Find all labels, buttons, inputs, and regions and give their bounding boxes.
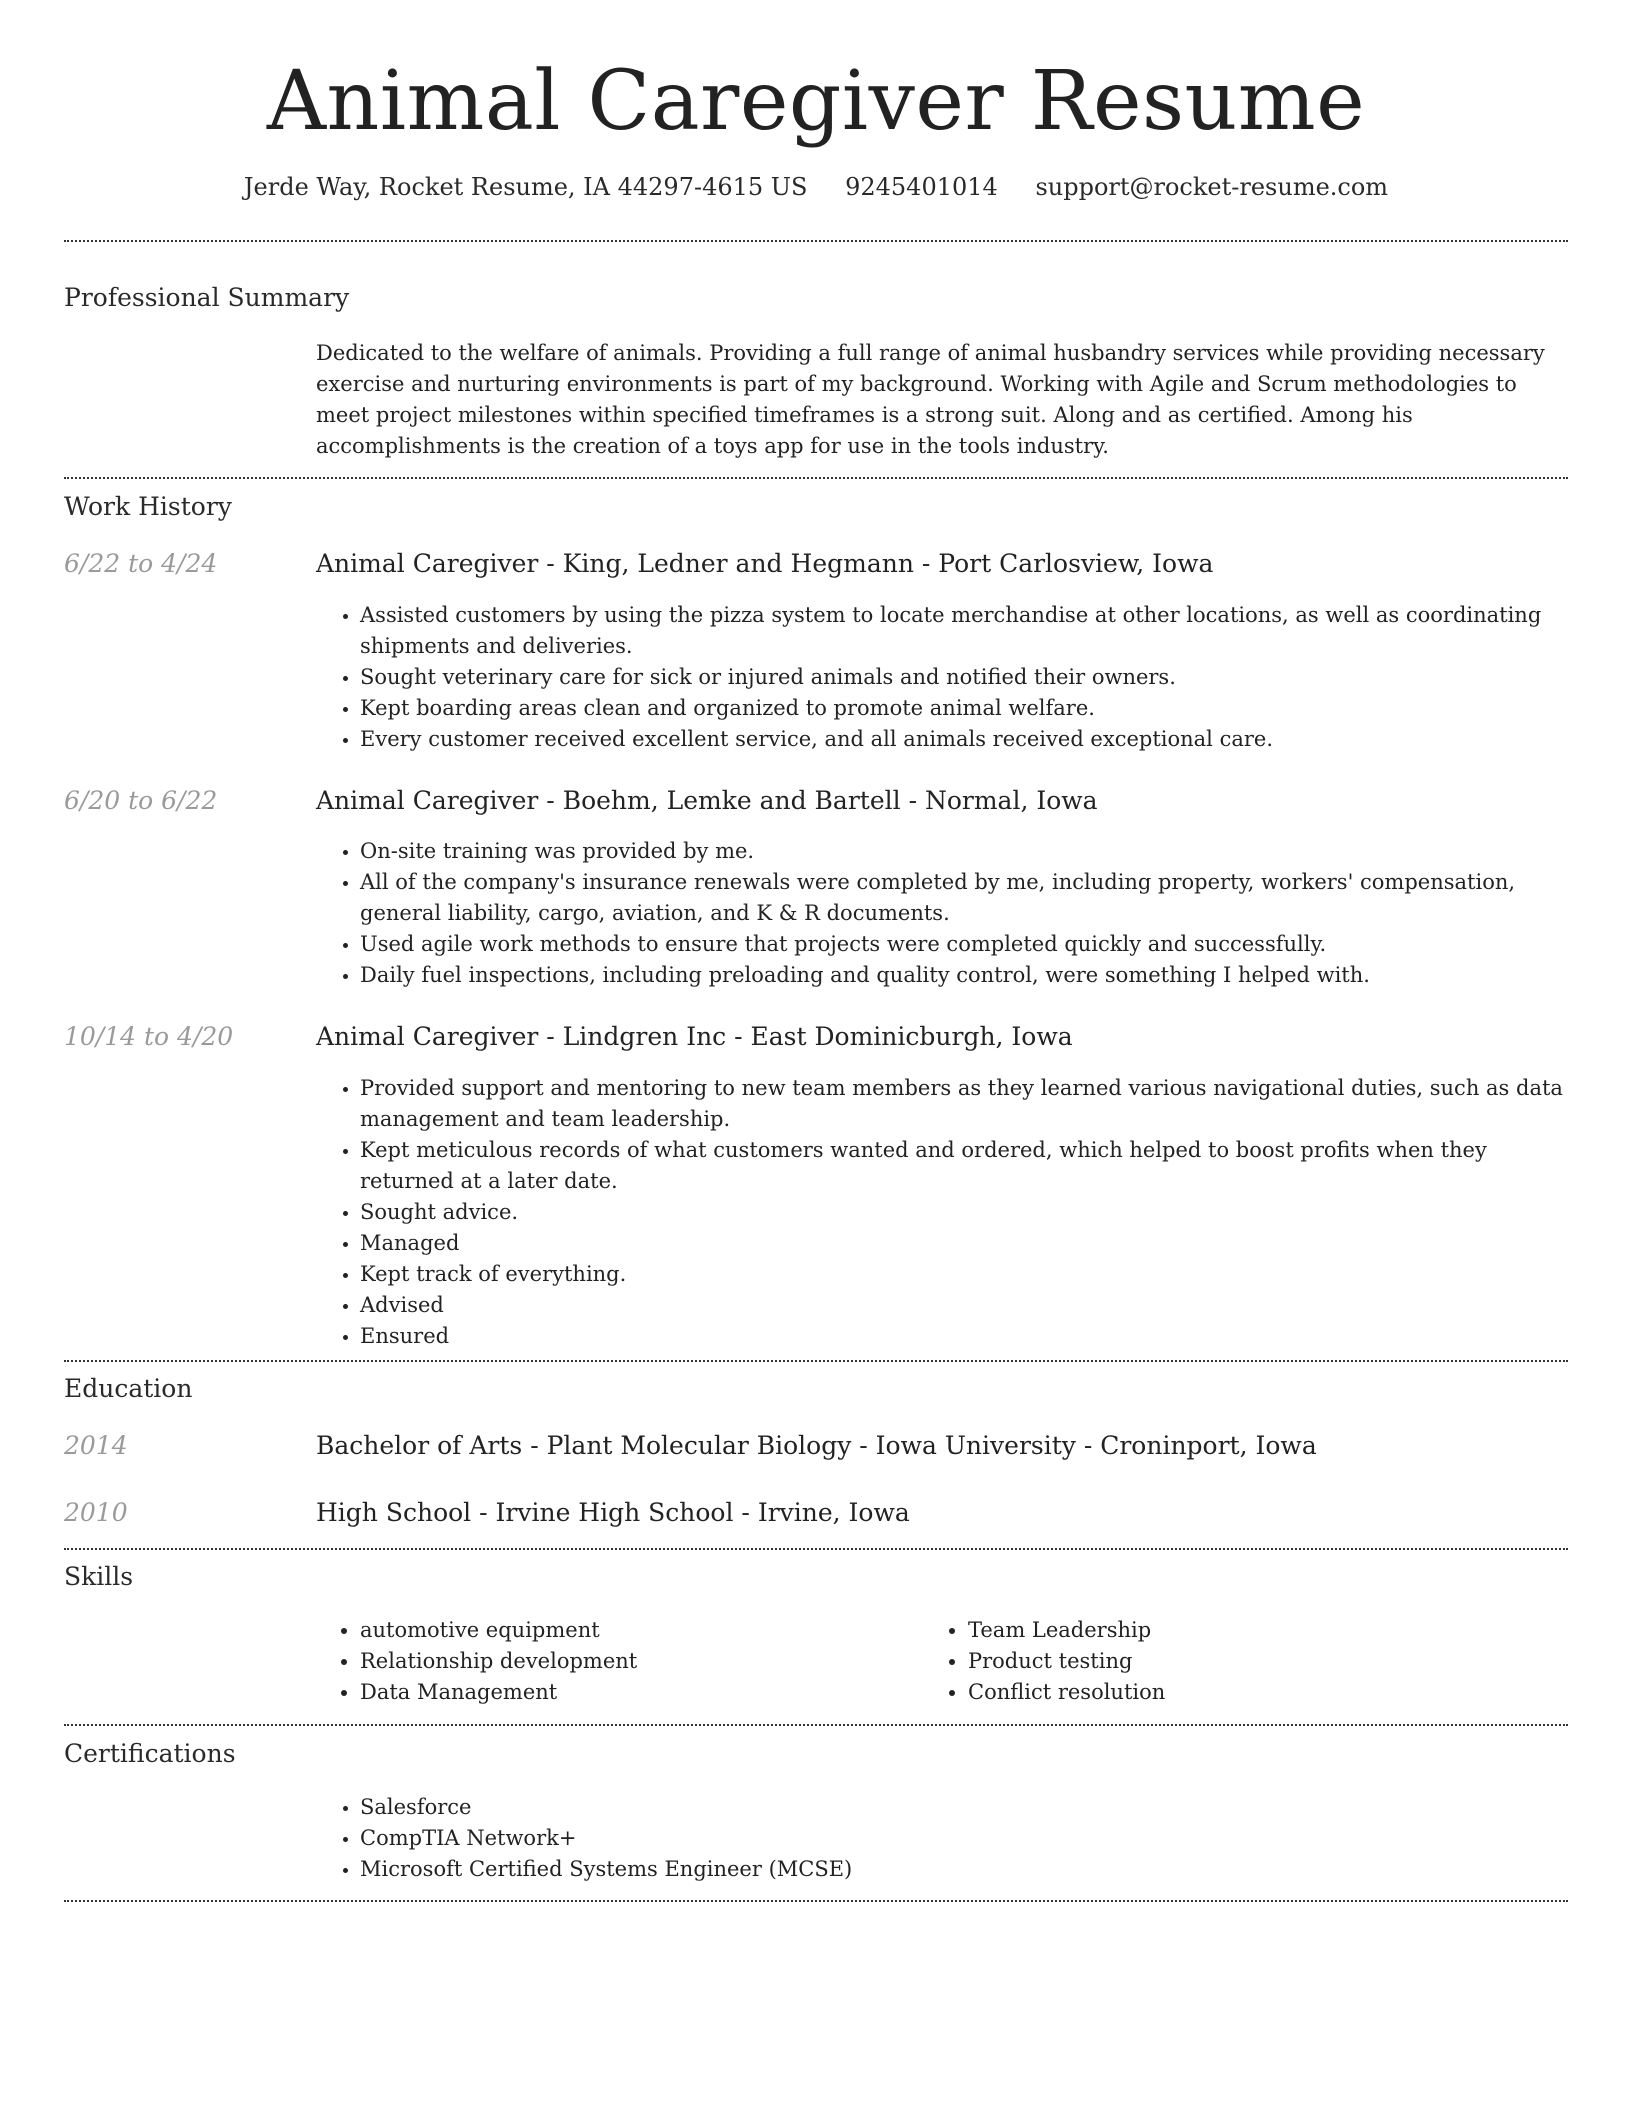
job-bullet-list bbox=[316, 600, 1570, 755]
skills-list-left bbox=[316, 1615, 920, 1708]
divider bbox=[64, 1900, 1568, 1902]
list-item: • All of the company's insurance renewals were completed by me, including property, workers' compensation, general liability, cargo, aviation, and K & R documents. bbox=[360, 867, 1570, 929]
job-title: Animal Caregiver - Lindgren Inc - East Dominicburgh, Iowa bbox=[316, 1022, 1073, 1051]
list-item: • Data Management bbox=[360, 1677, 920, 1708]
divider bbox=[64, 240, 1568, 242]
section-heading-certifications: Certifications bbox=[64, 1739, 236, 1768]
section-heading-work: Work History bbox=[64, 492, 232, 521]
job-bullet-list bbox=[316, 1073, 1570, 1352]
education-entry: Bachelor of Arts - Plant Molecular Biology - Iowa University - Croninport, Iowa bbox=[316, 1431, 1317, 1460]
divider bbox=[64, 1360, 1568, 1362]
certifications-list bbox=[316, 1792, 1570, 1885]
list-item: • Ensured bbox=[360, 1321, 1570, 1352]
summary-text: Dedicated to the welfare of animals. Providing a full range of animal husbandry services while providing necessary exercise and nurturing environments is part of my background. Working with Agile and Scrum methodologies to meet project milestones within specified timeframes is a strong suit. Along and as certified. Among his accomplishments is the creation of a toys app for use in the tools industry. bbox=[316, 341, 1545, 458]
education-year: 2010 bbox=[64, 1498, 128, 1527]
list-item: • Product testing bbox=[968, 1646, 1528, 1677]
job-bullet-list bbox=[316, 836, 1570, 991]
list-item: • Advised bbox=[360, 1290, 1570, 1321]
list-item: • Sought veterinary care for sick or injured animals and notified their owners. bbox=[360, 662, 1570, 693]
education-entry: High School - Irvine High School - Irvine, Iowa bbox=[316, 1498, 910, 1527]
job-title: Animal Caregiver - Boehm, Lemke and Bartell - Normal, Iowa bbox=[316, 786, 1098, 815]
list-item: • On-site training was provided by me. bbox=[360, 836, 1570, 867]
section-heading-education: Education bbox=[64, 1374, 193, 1403]
section-heading-skills: Skills bbox=[64, 1562, 134, 1591]
divider bbox=[64, 1548, 1568, 1550]
contact-phone: 9245401014 bbox=[845, 173, 998, 201]
contact-line bbox=[0, 170, 1632, 204]
list-item: • Provided support and mentoring to new team members as they learned various navigational duties, such as data management and team leadership. bbox=[360, 1073, 1570, 1135]
list-item: • Relationship development bbox=[360, 1646, 920, 1677]
list-item: • CompTIA Network+ bbox=[360, 1823, 1570, 1854]
divider bbox=[64, 1724, 1568, 1726]
skills-list-right bbox=[924, 1615, 1528, 1708]
list-item: • Kept boarding areas clean and organized to promote animal welfare. bbox=[360, 693, 1570, 724]
list-item: • Daily fuel inspections, including preloading and quality control, were something I helped with. bbox=[360, 960, 1570, 991]
job-title: Animal Caregiver - King, Ledner and Hegmann - Port Carlosview, Iowa bbox=[316, 549, 1214, 578]
list-item: • Salesforce bbox=[360, 1792, 1570, 1823]
list-item: • Conflict resolution bbox=[968, 1677, 1528, 1708]
contact-email: support@rocket-resume.com bbox=[1035, 173, 1389, 201]
list-item: • Team Leadership bbox=[968, 1615, 1528, 1646]
list-item: • Used agile work methods to ensure that projects were completed quickly and successfully. bbox=[360, 929, 1570, 960]
list-item: • Every customer received excellent service, and all animals received exceptional care. bbox=[360, 724, 1570, 755]
education-year: 2014 bbox=[64, 1431, 128, 1460]
contact-address: Jerde Way, Rocket Resume, IA 44297-4615 US bbox=[243, 173, 808, 201]
list-item: • Managed bbox=[360, 1228, 1570, 1259]
list-item: • Microsoft Certified Systems Engineer (MCSE) bbox=[360, 1854, 1570, 1885]
list-item: • Kept meticulous records of what customers wanted and ordered, which helped to boost profits when they returned at a later date. bbox=[360, 1135, 1570, 1197]
job-dates: 6/20 to 6/22 bbox=[64, 786, 218, 815]
list-item: • Assisted customers by using the pizza system to locate merchandise at other locations, as well as coordinating shipments and deliveries. bbox=[360, 600, 1570, 662]
list-item: • Sought advice. bbox=[360, 1197, 1570, 1228]
job-dates: 10/14 to 4/20 bbox=[64, 1022, 234, 1051]
divider bbox=[64, 477, 1568, 479]
resume-header bbox=[0, 0, 1632, 204]
resume-title: Animal Caregiver Resume bbox=[266, 54, 1366, 149]
list-item: • Kept track of everything. bbox=[360, 1259, 1570, 1290]
section-heading-summary: Professional Summary bbox=[64, 283, 350, 312]
job-dates: 6/22 to 4/24 bbox=[64, 549, 218, 578]
list-item: • automotive equipment bbox=[360, 1615, 920, 1646]
